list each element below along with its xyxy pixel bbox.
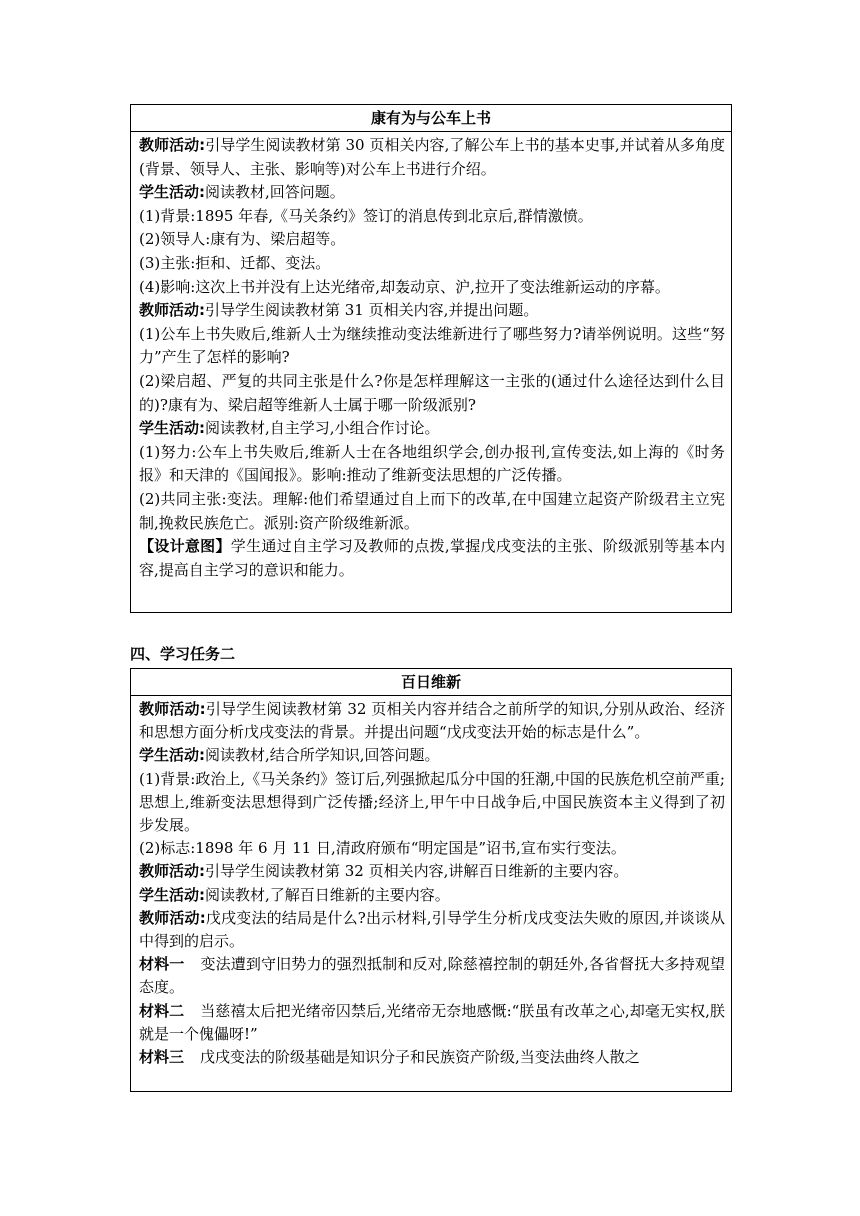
paragraph: 学生活动:阅读教材,结合所学知识,回答问题。 [139, 746, 440, 765]
table-body [131, 696, 731, 1071]
paragraph: (2)梁启超、严复的共同主张是什么?你是怎样理解这一主张的(通过什么途径达到什么目的)?康有为、梁启超等维新人士属于哪一阶级派别? [139, 371, 725, 414]
paragraph: 教师活动:戊戌变法的结局是什么?出示材料,引导学生分析戊戌变法失败的原因,并谈谈从中得到的启示。 [139, 908, 725, 951]
paragraph: 教师活动:引导学生阅读教材第 31 页相关内容,并提出问题。 [139, 301, 539, 320]
paragraph: (1)努力:公车上书失败后,维新人士在各地组织学会,创办报刊,宣传变法,如上海的《时务报》和天津的《国闻报》。影响:推动了维新变法思想的广泛传播。 [139, 442, 725, 485]
material-item: 材料一 变法遭到守旧势力的强烈抵制和反对,除慈禧控制的朝廷外,各省督抚大多持观望态度。 [139, 955, 725, 997]
material-item: 材料二 当慈禧太后把光绪帝囚禁后,光绪帝无奈地感慨:“朕虽有改革之心,却毫无实权,朕就是一个傀儡呀!” [139, 1001, 725, 1043]
paragraph: 教师活动:引导学生阅读教材第 32 页相关内容并结合之前所学的知识,分别从政治、经济和思想方面分析戊戌变法的背景。并提出问题“戊戌变法开始的标志是什么”。 [139, 700, 725, 742]
paragraph: (1)背景:1895 年春,《马关条约》签订的消息传到北京后,群情激愤。 [139, 206, 593, 225]
section-heading: 四、学习任务二 [130, 645, 236, 663]
paragraph: 学生活动:阅读教材,回答问题。 [139, 183, 345, 202]
paragraph: 教师活动:引导学生阅读教材第 32 页相关内容,讲解百日维新的主要内容。 [139, 862, 629, 881]
paragraph: (4)影响:这次上书并没有上达光绪帝,却轰动京、沪,拉开了变法维新运动的序幕。 [139, 277, 670, 296]
paragraph: 学生活动:阅读教材,自主学习,小组合作讨论。 [139, 419, 440, 438]
paragraph: 教师活动:引导学生阅读教材第 30 页相关内容,了解公车上书的基本史事,并试着从多角度(背景、领导人、主张、影响等)对公车上书进行介绍。 [139, 136, 725, 178]
lesson-table-kang-youwei [130, 104, 732, 613]
material-item: 材料三 戊戌变法的阶级基础是知识分子和民族资产阶级,当变法曲终人散之 [139, 1048, 640, 1067]
paragraph: 学生活动:阅读教材,了解百日维新的主要内容。 [139, 885, 450, 904]
paragraph: (2)标志:1898 年 6 月 11 日,清政府颁布“明定国是”诏书,宣布实行变法。 [139, 839, 626, 858]
table-title: 百日维新 [131, 669, 731, 696]
lesson-table-hundred-days-reform [130, 668, 732, 1092]
paragraph: (3)主张:拒和、迁都、变法。 [139, 253, 331, 272]
paragraph: (1)背景:政治上,《马关条约》签订后,列强掀起瓜分中国的狂潮,中国的民族危机空前严重;思想上,维新变法思想得到广泛传播;经济上,甲午中日战争后,中国民族资本主义得到了初步发展。 [139, 769, 725, 835]
table-title: 康有为与公车上书 [131, 105, 731, 132]
paragraph: (1)公车上书失败后,维新人士为继续推动变法维新进行了哪些努力?请举例说明。这些“努力”产生了怎样的影响? [139, 324, 725, 367]
paragraph: (2)领导人:康有为、梁启超等。 [139, 230, 346, 249]
paragraph: 【设计意图】学生通过自主学习及教师的点拨,掌握戊戌变法的主张、阶级派别等基本内容,提高自主学习的意识和能力。 [139, 537, 725, 579]
paragraph: (2)共同主张:变法。理解:他们希望通过自上而下的改革,在中国建立起资产阶级君主立宪制,挽救民族危亡。派别:资产阶级维新派。 [139, 489, 725, 532]
table-body [131, 132, 731, 584]
